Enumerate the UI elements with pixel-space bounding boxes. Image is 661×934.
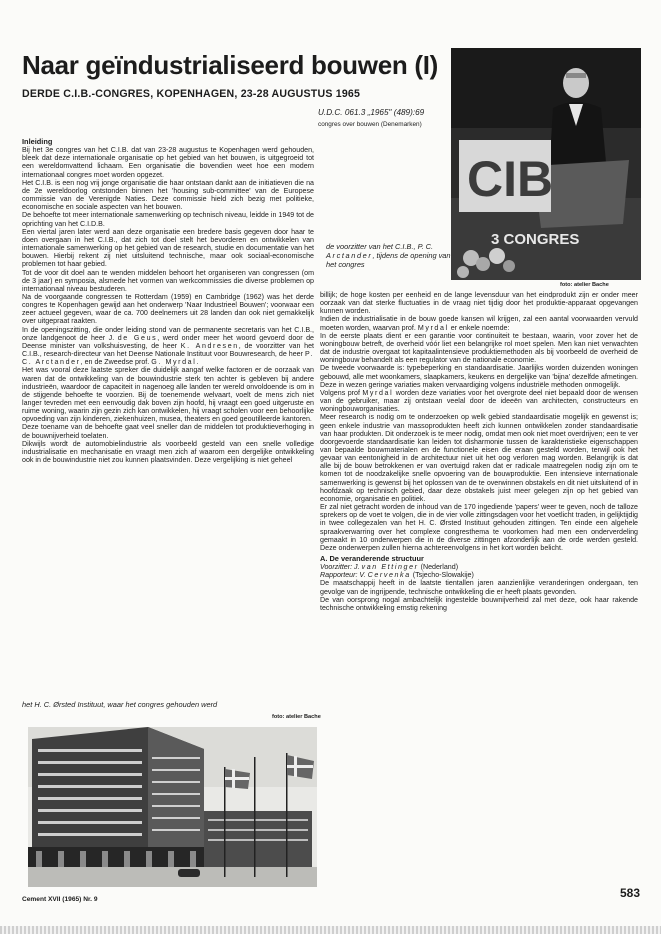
building-photo-caption: het H. C. Ørsted Instituut, waar het congres gehouden werd xyxy=(22,700,218,709)
chairman-photo-credit: foto: atelier Bache xyxy=(560,282,609,288)
left-column xyxy=(22,138,314,464)
congress-sign-text: 3 CONGRES xyxy=(491,231,580,248)
paragraph: In de eerste plaats dient er een garantie voor continuiteit te bestaan, waarin, voor zover het de woningbouw betreft, de overheid vóór liet een belangrijke rol moet spelen. Men kan niet verwachten dat de industrie overgaat tot kapitaalintensieve produktiemethoden als bij voorbeeld de overheid de woningbouw behandelt als een regulator van de nationale economie. xyxy=(320,331,638,365)
paragraph: In de openingszitting, die onder leiding stond van de permanente secretaris van het C.I.B., onze landgenoot de heer J. de Geus, werd onder meer het woord gevoerd door de Deense minister van volkshuisvesting, de heer K. Andresen, de voorzitter van het C.I.B., research-directeur van het Deense Nationale Instituut voor Bouwresearch, de heer P. C. Arctander, en de Zweedse prof. G. Myrdal. xyxy=(22,325,315,367)
intro-heading: Inleiding xyxy=(22,137,53,146)
building-photo xyxy=(28,727,317,887)
section-heading: A. De veranderende structuur xyxy=(320,554,424,563)
svg-text:CIB: CIB xyxy=(467,151,554,207)
chairman-photo-caption: de voorzitter van het C.I.B., P. C. Arctander, tijdens de opening van het congres xyxy=(326,242,451,269)
paragraph: Er zal niet getracht worden de inhoud van de 170 ingediende 'papers' weer te geven, noch de talloze sprekers op de voet te volgen, die in de vier volle zittingsdagen voor het voetlicht traden, in gelijktijdig in twee collegezalen van het H. C. Ørsted Instituut gehouden zittingen. Ten einde een algehele spraakverwarring over het complexe congresthema te voorkomen had men een onderverdeling gemaakt in 10 onderwerpen die in de diverse zittingen afzonderlijk aan de orde werden gesteld. Deze onderwerpen zullen hierna achtereenvolgens in het kort worden belicht. xyxy=(320,503,638,552)
chairman-photo xyxy=(451,48,641,280)
paragraph: De van oorsprong nogal ambachtelijk ingestelde bouwnijverheid zal met deze, ook haar rakende technische ontwikkeling ernstig rekening xyxy=(320,595,638,612)
rapporteur-line: Rapporteur: V. Cervenka (Tsjecho-Slowakije) xyxy=(320,571,474,580)
paragraph: Een viertal jaren later werd aan deze organisatie een bredere basis gegeven door haar te doen overgaan in het C.I.B., dat zich tot doel stelt het bevorderen en ontwikkelen van internationale samenwerking op het gebied van de research, studie en documentatie van het bouwen. Hierbij rekent zij niet uitsluitend technische, maar ook sociaal-economische problemen tot haar gebied. xyxy=(22,227,314,269)
paragraph: Indien de industrialisatie in de bouw goede kansen wil krijgen, zal een aantal voorwaarden vervuld moeten worden, waarvan prof. Myrdal er enkele noemde: xyxy=(320,315,638,332)
paragraph: Het was vooral deze laatste spreker die duidelijk aangaf welke factoren er de oorzaak van waren dat de ontwikkeling van de bouwindustrie sterk ten achter is gebleven bij andere industrieën, waardoor de capaciteit in nagenoeg alle landen ter wereld onvoldoende is om in de stijgende behoefte te voorzien. Bij de toenemende welvaart, voelt de mens zich niet langer tevreden met een eenvoudig dak boven zijn hoofd, hij vraagt een goed uitgeruste en ruime woning, waarin zijn gezin zich kan ontwikkelen, hij vraagt scholen voor een behoorlijke opvoeding van zijn kinderen, ziekenhuizen, musea, theaters en goed geoutilleerde kantoren. xyxy=(22,366,314,424)
page-edge xyxy=(0,926,661,934)
paragraph: Meer research is nodig om te onderzoeken op welk gebied standaardisatie mogelijk en gewenst is; geen enkele industrie van massoprodukten heeft zich kunnen ontwikkelen zonder standaardisatie van haar produkten. Dit onderzoek is te meer nodig, omdat men ook niet moet overdrijven; een te ver doorgevoerde standaardisatie kan leiden tot disharmonie tussen de karakteristieke eigenschappen van bepaalde bouwmaterialen en de functionele eisen die eraan gesteld worden, terwijl ook het gevaar van eentonigheid in de architectuur niet uit het oog verloren mag worden. Belangrijk is dat alle bij de bouw betrokkenen er van overtuigd raken dat er radicale maatregelen nodig zijn om te komen tot de noodzakelijke snelle opvoering van de bouwproduktie. Een intensieve internationale samenwerking is gewenst bij het oplossen van de te overwinnen obstakels en dit niet uitsluitend of in hoofdzaak op technisch gebied, daar deze obstakels juist meer gelegen zijn op het gebied van economie, organisatie en politiek. xyxy=(320,413,638,503)
paragraph: Dikwijls wordt de automobielindustrie als voorbeeld gesteld van een snelle volledige industrialisatie en mechanisatie en vraagt men zich af waarom een dergelijke ontwikkeling ook in de bouwindustrie niet zou kunnen plaatsvinden. Deze vergelijking is niet geheel xyxy=(22,439,314,465)
journal-reference: Cement XVII (1965) Nr. 9 xyxy=(22,896,98,903)
building-photo-credit: foto: atelier Bache xyxy=(272,714,321,720)
paragraph: De behoefte tot meer internationale samenwerking op technisch niveau, leidde in 1949 tot de oprichting van het C.I.D.B. xyxy=(22,211,314,228)
paragraph: Tot de voor dit doel aan te wenden middelen behoort het organiseren van congressen (om de 3 jaar) en symposia, alsmede het vormen van werkcommissies die diverse problemen op internationaal niveau bestuderen. xyxy=(22,268,314,293)
paragraph: Na de voorgaande congressen te Rotterdam (1959) en Cambridge (1962) was het derde congres te Kopenhagen gewijd aan het onderwerp 'Naar Industrieel Bouwen'; voorwaar een zeer actueel gegeven, waar de ca. 700 deelnemers uit 28 landen dan ook niet gemakkelijk over uitgepraat raakten. xyxy=(22,292,314,326)
paragraph: billijk; de hoge kosten per eenheid en de lange levensduur van het eindprodukt zijn er onder meer oorzaak van dat sterke fluctuaties in de vraag niet tijdig door het produktie-apparaat opgevangen kunnen worden. xyxy=(320,291,638,316)
paragraph: Volgens prof Myrdal worden deze variaties voor het overgrote deel niet bepaald door de wensen van de gebruiker, maar zij ontstaan veelal door de ideeën van architecten, constructeurs en woningbouworganisaties. xyxy=(320,388,638,414)
paragraph: Het C.I.B. is een nog vrij jonge organisatie die haar ontstaan dankt aan de initiatieven die na de 2e wereldoorlog ontstonden binnen het 'housing sub-committee' van de Europese commissie van de Verenigde Naties. Deze commissie hield zich bezig met politieke, economische en sociale aspecten van het bouwen. xyxy=(22,178,314,212)
paragraph: Bij het 3e congres van het C.I.B. dat van 23-28 augustus te Kopenhagen werd gehouden, bleek dat deze internationale organisatie op het gebied van het bouwen, is uitgegroeid tot een wereldomvattend lichaam. Een organisatie die bovendien weet hoe een modern internationaal congres moet worden opgezet. xyxy=(22,146,314,179)
udc-description: congres over bouwen (Denemarken) xyxy=(318,121,422,128)
article-title: Naar geïndustrialiseerd bouwen (I) xyxy=(22,50,438,80)
paragraph: De tweede voorwaarde is: typebeperking en standaardisatie. Jaarlijks worden duizenden woningen gebouwd, alle met woonkamers, slaapkamers, keukens en dergelijke van 'bijna' dezelfde afmetingen. Deze in wezen geringe variaties maken vervaardiging volgens industriële methoden onmogelijk. xyxy=(320,364,638,389)
page-number: 583 xyxy=(620,886,641,900)
paragraph: Deze toename van de behoefte gaat veel sneller dan de middelen tot produktieverhoging in de bouwnijverheid toelaten. xyxy=(22,423,314,440)
article-subtitle: DERDE C.I.B.-CONGRES, KOPENHAGEN, 23-28 AUGUSTUS 1965 xyxy=(22,88,361,100)
udc-code: U.D.C. 061.3 „1965" (489):69 xyxy=(318,108,425,117)
right-column xyxy=(320,291,638,612)
paragraph: De maatschappij heeft in de laatste tientallen jaren aanzienlijke veranderingen ondergaan, ten gevolge van de ingrijpende, technische ontwikkeling die er heeft plaats gevonden. xyxy=(320,579,638,596)
chair-line: Voorzitter: J. van Ettinger (Nederland) xyxy=(320,563,459,572)
